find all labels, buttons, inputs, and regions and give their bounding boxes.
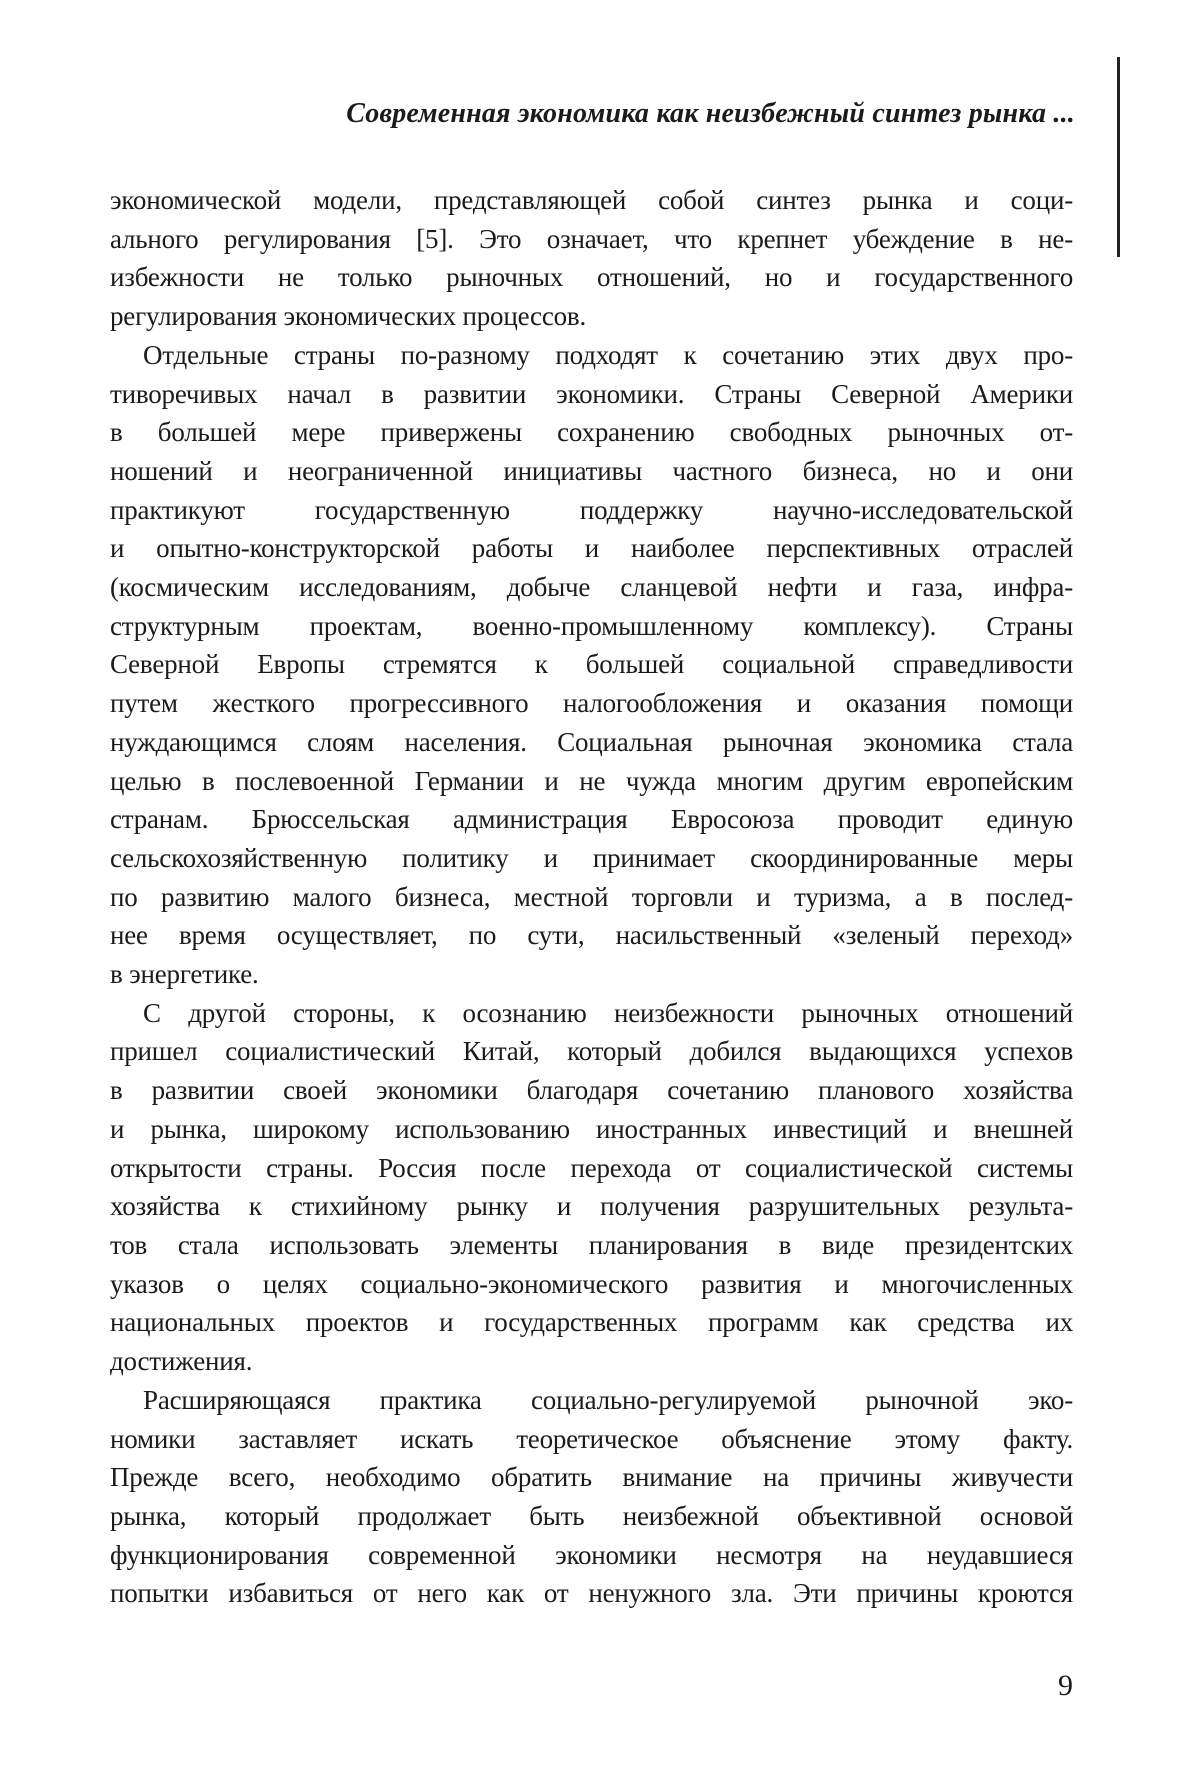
page-number: 9 (1058, 1669, 1073, 1702)
text-line: рынка, который продолжает быть неизбежной объективной основой (110, 1500, 1073, 1531)
text-line: Расширяющаяся практика социально-регулируемой рыночной эко- (143, 1384, 1073, 1415)
text-line: ального регулирования [5]. Это означает, что крепнет убеждение в не- (110, 223, 1073, 254)
text-line: тиворечивых начал в развитии экономики. Страны Северной Америки (110, 378, 1073, 409)
text-line: целью в послевоенной Германии и не чужда многим другим европейским (110, 765, 1073, 796)
paragraph (110, 994, 1073, 1381)
text-line: сельскохозяйственную политику и принимает скоординированные меры (110, 842, 1073, 873)
text-line: в энергетике. (110, 959, 259, 990)
text-line: хозяйства к стихийному рынку и получения разрушительных результа- (110, 1191, 1073, 1222)
text-line: Отдельные страны по-разному подходят к сочетанию этих двух про- (143, 339, 1073, 370)
text-line: экономической модели, представляющей собой синтез рынка и соци- (110, 185, 1073, 215)
text-line: Северной Европы стремятся к большей социальной справедливости (110, 649, 1073, 680)
text-line: пришел социалистический Китай, который добился выдающихся успехов (110, 1036, 1073, 1067)
text-line: тов стала использовать элементы планирования в виде президентских (110, 1229, 1073, 1260)
text-line: указов о целях социально-экономического развития и многочисленных (110, 1268, 1073, 1299)
text-line: нее время осуществляет, по сути, насильственный «зеленый переход» (110, 920, 1073, 951)
running-header: Современная экономика как неизбежный синтез рынка ... (346, 98, 1075, 129)
page-edge-rule (1117, 57, 1120, 257)
text-line: в большей мере привержены сохранению свободных рыночных от- (110, 417, 1073, 448)
body-text (110, 181, 1073, 1613)
text-line: и рынка, широкому использованию иностранных инвестиций и внешней (110, 1113, 1073, 1144)
text-line: попытки избавиться от него как от ненужного зла. Эти причины кроются (110, 1578, 1073, 1609)
text-line: регулирования экономических процессов. (110, 301, 587, 332)
text-line: С другой стороны, к осознанию неизбежности рыночных отношений (143, 997, 1073, 1028)
paragraph (110, 336, 1073, 994)
text-line: национальных проектов и государственных программ как средства их (110, 1307, 1073, 1338)
text-line: и опытно-конструкторской работы и наиболее перспективных отраслей (110, 533, 1073, 564)
text-line: (космическим исследованиям, добыче сланцевой нефти и газа, инфра- (110, 572, 1073, 603)
text-line: в развитии своей экономики благодаря сочетанию планового хозяйства (110, 1075, 1073, 1106)
paragraph (110, 1381, 1073, 1613)
text-line: практикуют государственную поддержку научно-исследовательской (110, 494, 1073, 525)
text-line: достижения. (110, 1346, 253, 1377)
text-line: по развитию малого бизнеса, местной торговли и туризма, а в послед- (110, 881, 1073, 912)
paragraph (110, 181, 1073, 336)
text-line: открытости страны. Россия после перехода от социалистической системы (110, 1152, 1073, 1183)
text-line: ношений и неограниченной инициативы частного бизнеса, но и они (110, 455, 1073, 486)
text-line: функционирования современной экономики несмотря на неудавшиеся (110, 1539, 1073, 1570)
text-line: избежности не только рыночных отношений, но и государственного (110, 262, 1073, 293)
text-line: путем жесткого прогрессивного налогообложения и оказания помощи (110, 688, 1073, 719)
text-line: странам. Брюссельская администрация Евросоюза проводит единую (110, 804, 1073, 835)
text-line: структурным проектам, военно-промышленному комплексу). Страны (110, 610, 1073, 641)
text-line: нуждающимся слоям населения. Социальная рыночная экономика стала (110, 726, 1073, 757)
text-line: номики заставляет искать теоретическое объяснение этому факту. (110, 1423, 1073, 1454)
text-line: Прежде всего, необходимо обратить внимание на причины живучести (110, 1462, 1073, 1493)
